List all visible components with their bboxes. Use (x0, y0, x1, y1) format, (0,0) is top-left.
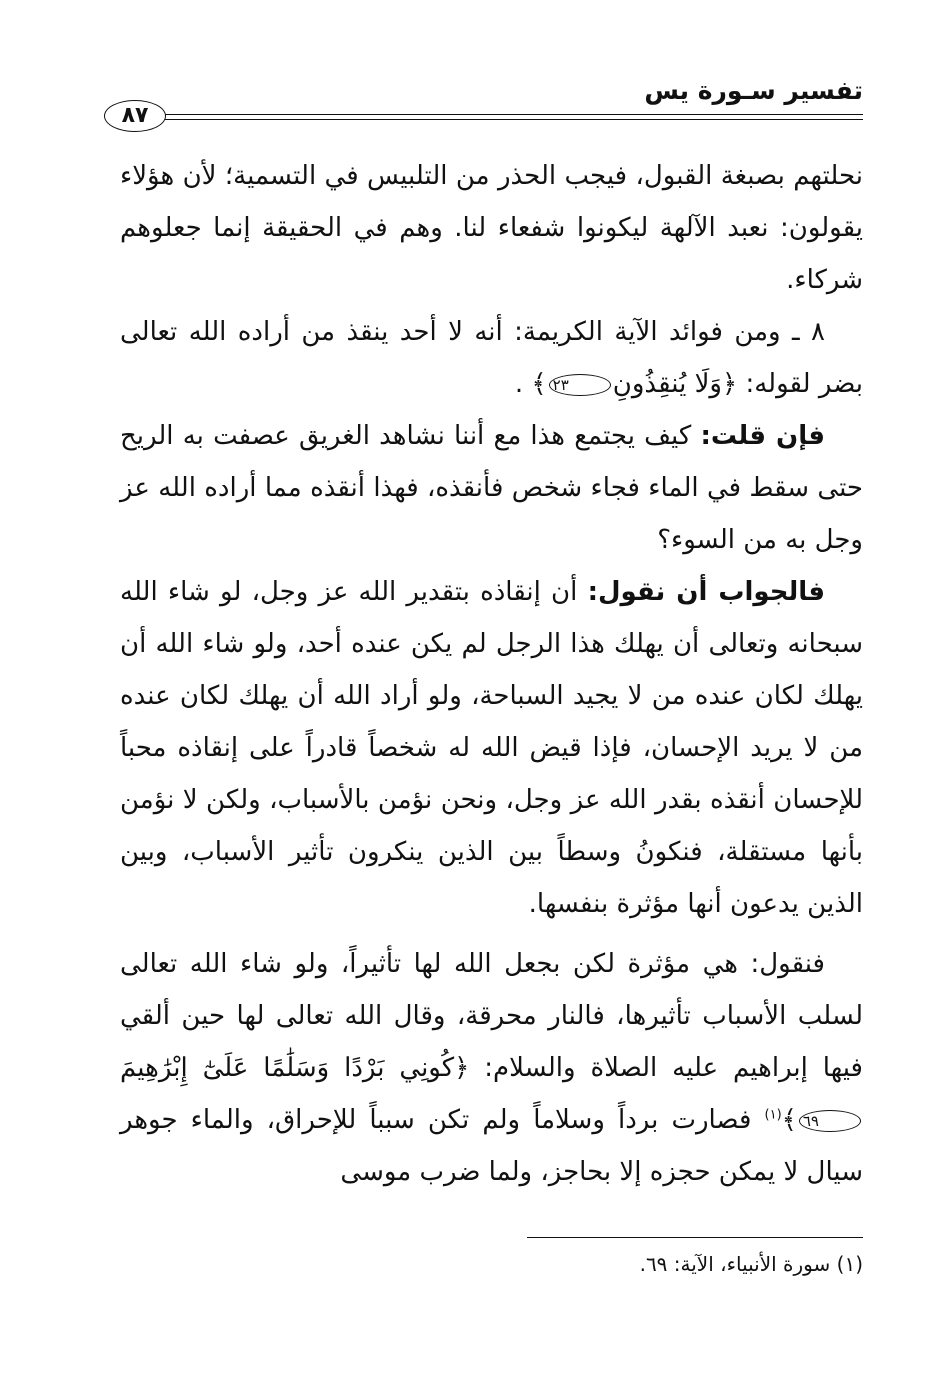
quran-verse: وَلَا يُنقِذُونِ (612, 369, 722, 399)
footnote-rule (527, 1237, 863, 1238)
ayah-number: ٦٩ (799, 1110, 861, 1132)
quran-close-bracket: ﴾ (781, 1105, 797, 1135)
quran-verse: كُونِي بَرْدًا وَسَلَٰمًا عَلَىٰٓ إِبْرَٰهِيمَ (120, 1053, 455, 1083)
ayah-number: ٢٣ (549, 374, 611, 396)
paragraph (120, 938, 863, 1198)
footnote-reference[interactable]: (١) (764, 1107, 782, 1123)
paragraph-lead: فإن قلت: (700, 421, 826, 451)
paragraph-text: فنقول: هي مؤثرة لكن بجعل الله لها تأثيراً، ولو شاء الله تعالى لسلب الأسباب تأثيرها، فالنار محرقة، وقال الله تعالى لها حين ألقي فيها إبراهيم عليه الصلاة والسلام: (120, 949, 863, 1083)
sentence-end: . (514, 369, 524, 399)
paragraph (120, 566, 863, 930)
footnote (640, 1248, 863, 1280)
paragraph-text: أن إنقاذه بتقدير الله عز وجل، لو شاء الله سبحانه وتعالى أن يهلك هذا الرجل لم يكن عنده أحد، ولو شاء الله أن يهلك لكان عنده من لا يجيد السباحة، ولو أراد الله أن يهلك لكان عنده من لا يريد الإحسان، فإذا قيض الله له شخصاً قادراً على إنقاذه محباً للإحسان أنقذه بقدر الله عز وجل، ونحن نؤمن بالأسباب، ولكن لا نؤمن بأنها مستقلة، فنكونُ وسطاً بين الذين ينكرون تأثير الأسباب، وبين الذين يدعون أنها مؤثرة بنفسها. (120, 577, 863, 919)
paragraph-text: ٨ ـ ومن فوائد الآية الكريمة: أنه لا أحد ينقذ من أراده الله تعالى بضر لقوله: (120, 317, 863, 399)
paragraph-text: نحلتهم بصبغة القبول، فيجب الحذر من التلبيس في التسمية؛ لأن هؤلاء يقولون: نعبد الآلهة ليكونوا شفعاء لنا. وهم في الحقيقة إنما جعلوهم شركاء. (120, 161, 863, 295)
paragraph (120, 306, 863, 410)
paragraph (120, 150, 863, 306)
paragraph-text: كيف يجتمع هذا مع أننا نشاهد الغريق عصفت به الريح حتى سقط في الماء فجاء شخص فأنقذه، فهذا أنقذه مما أراده الله عز وجل به من السوء؟ (120, 421, 863, 555)
surah-title: تفسير سـورة يس (644, 76, 863, 105)
paragraph (120, 410, 863, 566)
page-body (120, 150, 863, 1198)
header-rule (160, 114, 863, 120)
page-number: ٨٧ (104, 100, 166, 132)
footnote-text: سورة الأنبياء، الآية: ٦٩. (639, 1252, 831, 1276)
quran-open-bracket: ﴿ (721, 369, 738, 399)
paragraph-text-continued: فصارت برداً وسلاماً ولم تكن سبباً للإحراق، والماء جوهر سيال لا يمكن حجزه إلا بحاجز، ولما ضرب موسى (120, 1105, 863, 1187)
paragraph-lead: فالجواب أن نقول: (587, 577, 826, 607)
quran-open-bracket: ﴿ (454, 1053, 470, 1083)
footnote-marker: (١) (836, 1252, 863, 1276)
quran-close-bracket: ﴾ (531, 369, 547, 399)
